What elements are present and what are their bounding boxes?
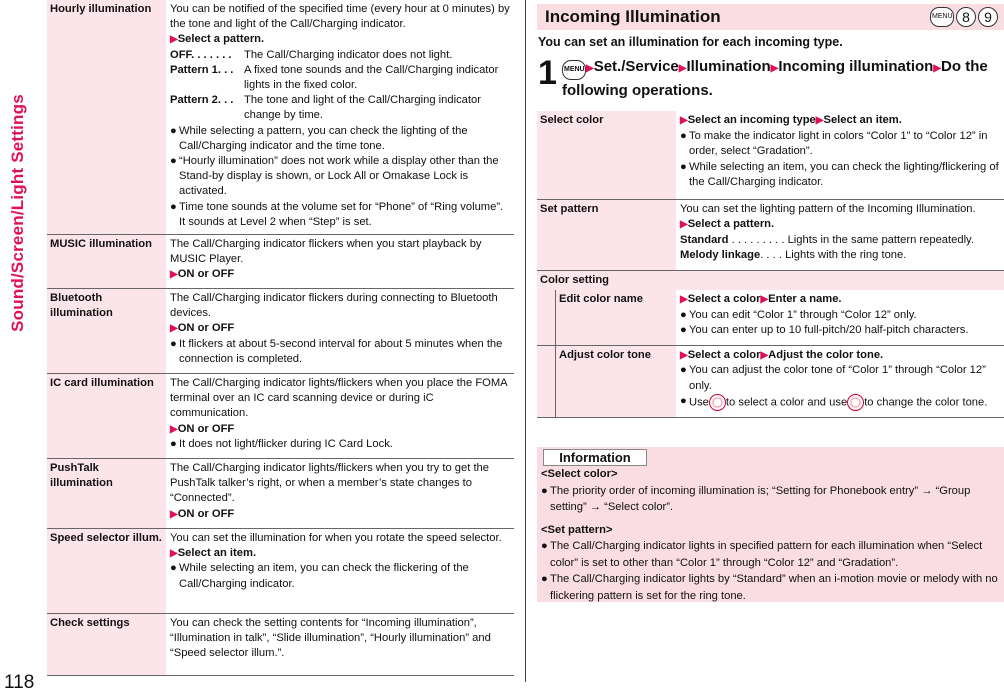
row-text: You can set the illumination for when you rotate the speed selector.: [170, 532, 502, 545]
bullet-text: [689, 394, 987, 411]
step-text: Set./Service▶Illumination▶Incoming illumination▶Do the following operations.: [562, 58, 988, 99]
row-description: [166, 459, 514, 529]
action-line: [680, 292, 1000, 308]
option-item: [170, 48, 511, 63]
bullet-icon: ●: [170, 337, 177, 350]
bullet-text: While selecting an item, you can check the flickering of the Call/Charging indicator.: [179, 562, 469, 590]
option-key: Pattern 2. . .: [170, 94, 234, 107]
left-settings-table: [47, 0, 514, 676]
arrow-icon: ▶: [760, 294, 769, 305]
use-text-mid: to select a color and use: [725, 396, 848, 409]
table-row: [537, 111, 1004, 199]
page-number: 118: [4, 672, 35, 693]
use-text-pre: Use: [689, 396, 709, 409]
table-row: [47, 235, 514, 289]
action-text: ON or OFF: [177, 268, 235, 281]
bullet-item: [170, 200, 511, 230]
option-item: [170, 63, 511, 93]
option-item: [680, 233, 1000, 249]
option-item: [170, 93, 511, 123]
arrow-icon: ▶: [680, 349, 688, 361]
arrow-icon: ▶: [170, 269, 178, 281]
arrow-icon: ▶: [170, 423, 178, 435]
bullet-text: It does not light/flicker during IC Card Lock.: [179, 437, 393, 450]
bullet-icon: ●: [680, 160, 687, 173]
table-row: [47, 0, 514, 235]
use-text-post: to change the color tone.: [864, 396, 988, 409]
info-heading: <Set pattern>: [541, 523, 613, 536]
action-line: [170, 321, 511, 336]
row-description: [676, 199, 1004, 270]
row-label: Check settings: [47, 614, 166, 676]
option-key: Melody linkage: [680, 249, 761, 261]
bullet-icon: ●: [170, 562, 177, 575]
bullet-text: The Call/Charging indicator lights by “Standard” when an i-motion movie or melody with no flickering pattern is set for the ring tone.: [550, 573, 998, 602]
table-row: [537, 290, 1004, 345]
arrow-icon: ▶: [170, 323, 178, 335]
table-row: [537, 199, 1004, 270]
action-text: ON or OFF: [177, 322, 235, 335]
bullet-icon: ●: [170, 200, 177, 213]
arrow-icon: ▶: [680, 294, 688, 305]
bullet-text: It flickers at about 5-second interval for about 5 minutes when the connection is completed.: [179, 337, 503, 365]
information-box: [537, 447, 1004, 602]
bullet-text: The Call/Charging indicator lights in specified pattern for each illumination when “Select color” is set to other than “Color 1” through “Color 12” and “Gradation”.: [550, 540, 983, 569]
bullet-item: [541, 483, 1001, 516]
option-key: Pattern 1. . .: [170, 63, 234, 76]
bullet-item: [170, 337, 511, 367]
arrow-icon: ▶: [815, 115, 824, 126]
bullet-text: While selecting an item, you can check the lighting/flickering of the Call/Charging indicator.: [689, 160, 999, 188]
row-text: The Call/Charging indicator flickers when you start playback by MUSIC Player.: [170, 238, 482, 266]
action-line: [170, 546, 511, 561]
bullet-icon: ●: [170, 155, 177, 168]
row-text: You can check the setting contents for “Incoming illumination”, “Illumination in talk”, “Slide illumination”, “Hourly illumination” and “Speed selector illum.”.: [170, 617, 491, 660]
indent-cell: [537, 290, 556, 345]
row-text: You can set the lighting pattern of the Incoming Illumination.: [680, 202, 976, 215]
table-row: [47, 289, 514, 374]
bullet-text: You can edit “Color 1” through “Color 12” only.: [689, 308, 917, 321]
row-label: Bluetooth illumination: [47, 289, 166, 374]
option-desc: The tone and light of the Call/Charging indicator change by time.: [244, 94, 481, 122]
row-text: You can be notified of the specified time (every hour at 0 minutes) by the tone and light of the Call/Charging indicator.: [170, 3, 510, 31]
section-title: Incoming Illumination: [545, 7, 721, 26]
table-row: [47, 374, 514, 459]
bullet-icon: ●: [680, 364, 687, 376]
option-dots: . . . . . . . . .: [728, 233, 788, 246]
multi-key-left-right-icon: [847, 394, 864, 411]
bullet-item: [170, 124, 511, 154]
table-row: [47, 529, 514, 614]
bullet-item: [680, 129, 1000, 160]
shortcut-keys: [930, 7, 998, 27]
bullet-icon: ●: [541, 484, 548, 497]
option-dots: . . . .: [760, 249, 786, 261]
bullet-icon: ●: [541, 540, 548, 552]
action-text: Select an item.: [177, 547, 257, 560]
row-description: [166, 529, 514, 614]
arrow-icon: ▶: [760, 349, 769, 361]
subrow-label: Adjust color tone: [556, 345, 677, 418]
arrow-icon: ▶: [170, 34, 178, 46]
row-description: [166, 235, 514, 289]
color-setting-row: [537, 270, 1004, 290]
row-text: The Call/Charging indicator lights/flickers when you try to get the PushTalk talker’s right, or when a member’s state changes to “Connected”.: [170, 462, 489, 505]
bullet-item: [170, 437, 511, 452]
option-key: Standard: [680, 233, 729, 246]
option-desc: Lights in the same pattern repeatedly.: [787, 233, 974, 246]
table-row: [47, 614, 514, 676]
row-label: Hourly illumination: [47, 0, 166, 235]
action-line: [680, 113, 1000, 129]
information-tag: Information: [543, 449, 647, 466]
action-line: [680, 348, 1000, 364]
action-text: ON or OFF: [177, 422, 235, 435]
bullet-item: [170, 561, 511, 591]
bullet-text: You can adjust the color tone of “Color 1” through “Color 12” only.: [689, 364, 986, 392]
arrow-icon: ▶: [933, 63, 942, 74]
arrow-icon: ▶: [680, 115, 688, 126]
bullet-text: “Hourly illumination” does not work while a display other than the Stand-by display is shown, or Lock All or Omakase Lock is activated.: [179, 155, 499, 198]
row-label: Set pattern: [537, 199, 676, 270]
incoming-illumination-table: [537, 111, 1004, 418]
option-desc: A fixed tone sounds and the Call/Charging indicator lights in the fixed color.: [244, 63, 499, 92]
subrow-label: Edit color name: [556, 290, 677, 345]
arrow-icon: ▶: [680, 219, 688, 230]
action-line: [170, 32, 511, 47]
row-label: Select color: [537, 111, 676, 199]
column-divider: [525, 0, 526, 682]
row-description: [166, 289, 514, 374]
intro-text: You can set an illumination for each incoming type.: [538, 35, 843, 49]
bullet-item: [680, 394, 1000, 411]
row-label: PushTalk illumination: [47, 459, 166, 529]
option-key: OFF. . . . . . .: [170, 48, 232, 61]
arrow-icon: ▶: [170, 508, 178, 520]
bullet-icon: ●: [170, 437, 177, 450]
table-row: [47, 459, 514, 529]
action-line: [170, 267, 511, 282]
side-section-label: Sound/Screen/Light Settings: [8, 94, 27, 332]
menu-key-icon: MENU: [930, 7, 954, 27]
bullet-text: You can enter up to 10 full-pitch/20 half-pitch characters.: [689, 324, 969, 336]
bullet-text: While selecting a pattern, you can check the lighting of the Call/Charging indicator and the time tone.: [179, 124, 468, 152]
bullet-item: [680, 308, 1000, 324]
color-setting-label: Color setting: [537, 270, 1004, 290]
bullet-icon: ●: [680, 324, 687, 336]
option-desc: Lights with the ring tone.: [785, 249, 907, 261]
row-label: IC card illumination: [47, 374, 166, 459]
row-description: [166, 0, 514, 235]
action-text: Select a pattern.: [687, 218, 775, 230]
subrow-description: [676, 345, 1004, 418]
bullet-text: The priority order of incoming illumination is; “Setting for Phonebook entry” → “Group setting” → “Select color”.: [550, 484, 971, 513]
bullet-icon: ●: [680, 395, 687, 407]
arrow-icon: ▶: [170, 548, 178, 560]
row-text: The Call/Charging indicator lights/flickers when you place the FOMA terminal over an IC card scanning device or during iC communication.: [170, 377, 508, 420]
arrow-icon: ▶: [678, 63, 687, 74]
bullet-item: [680, 323, 1000, 339]
row-label: Speed selector illum.: [47, 529, 166, 614]
row-description: [166, 374, 514, 459]
action-text: Select a pattern.: [177, 33, 265, 46]
indent-cell: [537, 345, 556, 418]
option-item: [680, 248, 1000, 264]
row-description: [166, 614, 514, 676]
row-text: The Call/Charging indicator flickers during connecting to Bluetooth devices.: [170, 292, 498, 320]
bullet-icon: ●: [170, 124, 177, 137]
menu-key-icon: MENU: [562, 60, 586, 80]
step-instruction: [562, 56, 1004, 102]
bullet-icon: ●: [541, 573, 548, 585]
bullet-item: [170, 154, 511, 200]
information-body: [541, 466, 1001, 604]
key-9-icon: 9: [978, 7, 998, 27]
bullet-icon: ●: [680, 308, 687, 321]
action-text: Select a color▶Adjust the color tone.: [687, 348, 884, 361]
bullet-item: [541, 571, 1001, 604]
action-text: Select an incoming type▶Select an item.: [687, 114, 902, 126]
section-header: [537, 4, 1004, 30]
multi-key-up-down-icon: [709, 394, 726, 411]
arrow-icon: ▶: [770, 63, 779, 74]
action-text: Select a color▶Enter a name.: [687, 293, 842, 305]
key-8-icon: 8: [956, 7, 976, 27]
subrow-description: [676, 290, 1004, 345]
bullet-text: To make the indicator light in colors “Color 1” to “Color 12” in order, select “Gradation”.: [689, 129, 988, 157]
bullet-item: [541, 538, 1001, 571]
table-row: [537, 345, 1004, 418]
bullet-item: [680, 363, 1000, 394]
bullet-item: [680, 160, 1000, 191]
bullet-icon: ●: [680, 129, 687, 142]
action-text: ON or OFF: [177, 507, 235, 520]
arrow-icon: ▶: [586, 63, 594, 74]
info-heading: <Select color>: [541, 468, 618, 480]
action-line: [170, 507, 511, 522]
row-label: MUSIC illumination: [47, 235, 166, 289]
option-desc: The Call/Charging indicator does not light.: [244, 48, 453, 61]
bullet-text: Time tone sounds at the volume set for “Phone” of “Ring volume”. It sounds at Level 2 when “Step” is set.: [179, 200, 504, 228]
row-description: [676, 111, 1004, 199]
action-line: [680, 217, 1000, 233]
step-number: 1: [538, 54, 557, 92]
action-line: [170, 422, 511, 437]
